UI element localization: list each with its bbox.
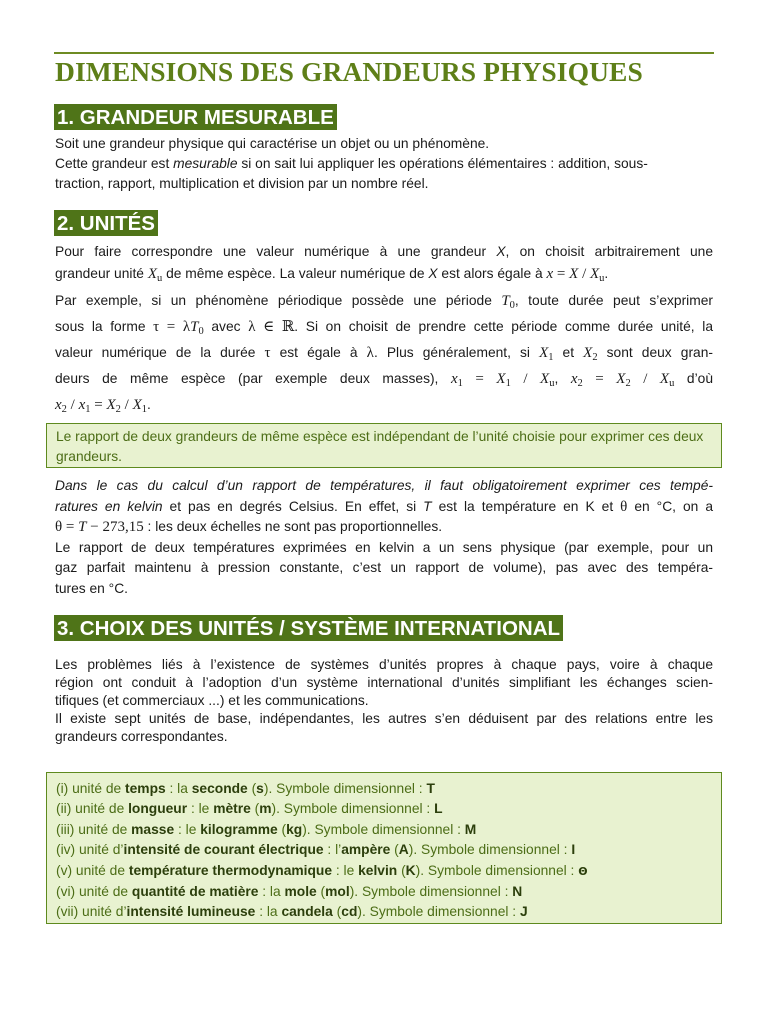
- s2-p2-line-2: sous la forme $\tau = \lambda T_0$ avec λ ∈ ℝ. Si on choisit de prendre cette période comme durée unité, la: [55, 319, 714, 337]
- unit-row: (vii) unité d’intensité lumineuse : la candela (cd). Symbole dimensionnel : J: [56, 904, 528, 920]
- section-1-text: [55, 134, 713, 194]
- key-statement-box: [46, 423, 722, 468]
- unit-row: (iii) unité de masse : le kilogramme (kg). Symbole dimensionnel : M: [56, 821, 477, 837]
- s2-p2-line-4: deurs de même espèce (par exemple deux masses), $x_1 = X_1 / X_u$, $x_2 = X_2 / X_u$ d’où: [55, 371, 713, 389]
- section-3-heading: 3. CHOIX DES UNITÉS / SYSTÈME INTERNATIONAL: [54, 615, 563, 641]
- s2-p3-line-2: ratures en kelvin et pas en degrés Celsius. En effet, si T est la température en K et θ en °C, on a: [55, 498, 714, 515]
- section-2-para-2: [55, 288, 713, 418]
- section-2-para-3: [55, 476, 713, 599]
- section-1-line-3: traction, rapport, multiplication et division par un nombre réel.: [55, 176, 429, 191]
- unit-row: (iv) unité d’intensité de courant électrique : l’ampère (A). Symbole dimensionnel : I: [56, 842, 576, 858]
- s3-p1-line-2: région ont conduit à l’adoption d’un système international d’unités simplifiant les échanges scien-: [55, 675, 713, 690]
- s2-p1-line-2: grandeur unité $X_u$ de même espèce. La valeur numérique de X est alors égale à $x = X / X_u$.: [55, 266, 609, 284]
- s2-p4-line-1: Le rapport de deux températures exprimées en kelvin a un sens physique (par exemple, pour un: [55, 539, 713, 555]
- s3-p1-line-1: Les problèmes liés à l’existence de systèmes d’unités propres à chaque pays, voire à chaque: [55, 657, 713, 672]
- unit-row: (i) unité de temps : la seconde (s). Symbole dimensionnel : T: [56, 781, 435, 796]
- s3-p2-line-1: Il existe sept unités de base, indépendantes, les autres s’en déduisent par des relations entre les: [55, 711, 713, 726]
- section-1-heading: 1. GRANDEUR MESURABLE: [54, 104, 337, 130]
- unit-row: (ii) unité de longueur : le mètre (m). Symbole dimensionnel : L: [56, 801, 443, 817]
- base-units-list: [56, 779, 716, 923]
- unit-row: (vi) unité de quantité de matière : la mole (mol). Symbole dimensionnel : N: [56, 884, 523, 900]
- s2-p4-line-3: tures en °C.: [55, 580, 128, 596]
- page-title: DIMENSIONS DES GRANDEURS PHYSIQUES: [55, 56, 643, 87]
- s3-p2-line-2: grandeurs correspondantes.: [55, 729, 228, 744]
- section-3-text: [55, 656, 713, 746]
- section-2-heading: 2. UNITÉS: [54, 210, 158, 236]
- s2-p3-line-3: θ = T − 273,15 : les deux échelles ne sont pas proportionnelles.: [55, 519, 443, 535]
- section-1-line-2: Cette grandeur est mesurable si on sait lui appliquer les opérations élémentaires : addition, sous-: [55, 156, 648, 171]
- s2-p2-line-5: $x_2 / x_1 = X_2 / X_1$.: [55, 397, 151, 415]
- s2-p4-line-2: gaz parfait maintenu à pression constante, c’est un rapport de volume), pas avec des tempéra-: [55, 560, 713, 575]
- s3-p1-line-3: tifiques (et commerciaux ...) et les communications.: [55, 693, 369, 708]
- key-statement-text: Le rapport de deux grandeurs de même espèce est indépendant de l’unité choisie pour exprimer ces deux grandeurs.: [56, 429, 704, 464]
- s2-p1-line-1: Pour faire correspondre une valeur numérique à une grandeur X, on choisit arbitrairement une: [55, 244, 713, 259]
- unit-row: (v) unité de température thermodynamique : le kelvin (K). Symbole dimensionnel : Θ: [56, 862, 588, 878]
- s2-p2-line-3: valeur numérique de la durée τ est égale à λ. Plus généralement, si $X_1$ et $X_2$ sont deux gran-: [55, 345, 713, 363]
- s2-p3-line-1: Dans le cas du calcul d’un rapport de températures, il faut obligatoirement exprimer ces tempé-: [55, 478, 713, 493]
- s2-p2-line-1: Par exemple, si un phénomène périodique possède une période $T_0$, toute durée peut s’exprimer: [55, 293, 713, 311]
- section-2-para-1: [55, 241, 713, 285]
- top-rule: [54, 52, 714, 54]
- base-units-box: [46, 772, 722, 924]
- section-1-line-1: Soit une grandeur physique qui caractérise un objet ou un phénomène.: [55, 136, 490, 151]
